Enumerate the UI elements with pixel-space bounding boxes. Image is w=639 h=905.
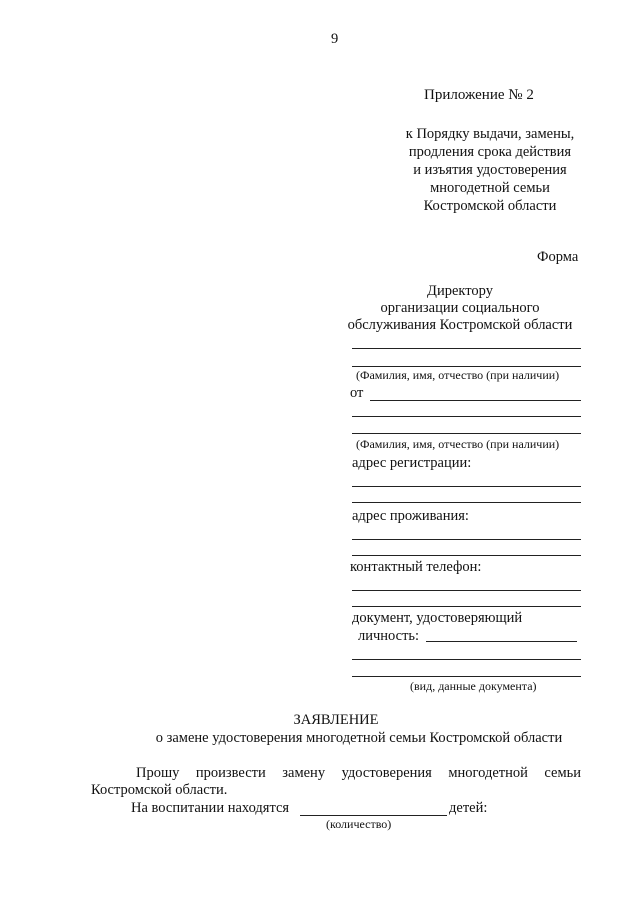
appendix-line: Костромской области	[423, 198, 557, 214]
appendix-title: Приложение № 2	[424, 87, 534, 103]
doc-label: документ, удостоверяющий	[352, 610, 523, 626]
from-name-line[interactable]	[370, 400, 581, 401]
phone-label: контактный телефон:	[350, 559, 482, 575]
from-name-line[interactable]	[352, 433, 581, 434]
live-address-line[interactable]	[352, 539, 581, 540]
appendix-line: многодетной семьи	[430, 180, 550, 196]
quantity-caption: (количество)	[326, 817, 392, 831]
from-name-line[interactable]	[352, 416, 581, 417]
addressee-line: обслуживания Костромской области	[347, 317, 573, 333]
children-prefix: На воспитании находятся	[131, 800, 290, 816]
live-address-line[interactable]	[352, 555, 581, 556]
doc-line[interactable]	[352, 659, 581, 660]
page-number: 9	[331, 31, 339, 47]
statement-title: ЗАЯВЛЕНИЕ	[293, 712, 379, 728]
live-address-label: адрес проживания:	[352, 508, 469, 524]
from-label: от	[350, 385, 364, 401]
reg-address-line[interactable]	[352, 486, 581, 487]
statement-paragraph-line: Костромской области.	[91, 782, 228, 798]
phone-line[interactable]	[352, 606, 581, 607]
statement-paragraph-line: Прошу произвести замену удостоверения многодетной семьи	[136, 765, 581, 781]
children-count-line[interactable]	[300, 815, 447, 816]
addressee-line: Директору	[427, 283, 493, 299]
appendix-line: к Порядку выдачи, замены,	[405, 126, 575, 142]
applicant-name-line[interactable]	[352, 366, 581, 367]
addressee-line: организации социального	[380, 300, 540, 316]
applicant-name-line[interactable]	[352, 348, 581, 349]
appendix-line: и изъятия удостоверения	[413, 162, 567, 178]
fio-caption: (Фамилия, имя, отчество (при наличии)	[356, 368, 560, 382]
phone-line[interactable]	[352, 590, 581, 591]
doc-caption: (вид, данные документа)	[410, 679, 537, 693]
doc-line[interactable]	[426, 641, 577, 642]
fio-caption: (Фамилия, имя, отчество (при наличии)	[356, 437, 560, 451]
doc-label-2: личность:	[358, 628, 420, 644]
reg-address-label: адрес регистрации:	[352, 455, 472, 471]
doc-line[interactable]	[352, 676, 581, 677]
form-label: Форма	[537, 249, 579, 265]
children-suffix: детей:	[449, 800, 488, 816]
appendix-line: продления срока действия	[408, 144, 572, 160]
statement-subtitle: о замене удостоверения многодетной семьи Костромской области	[155, 730, 563, 746]
reg-address-line[interactable]	[352, 502, 581, 503]
